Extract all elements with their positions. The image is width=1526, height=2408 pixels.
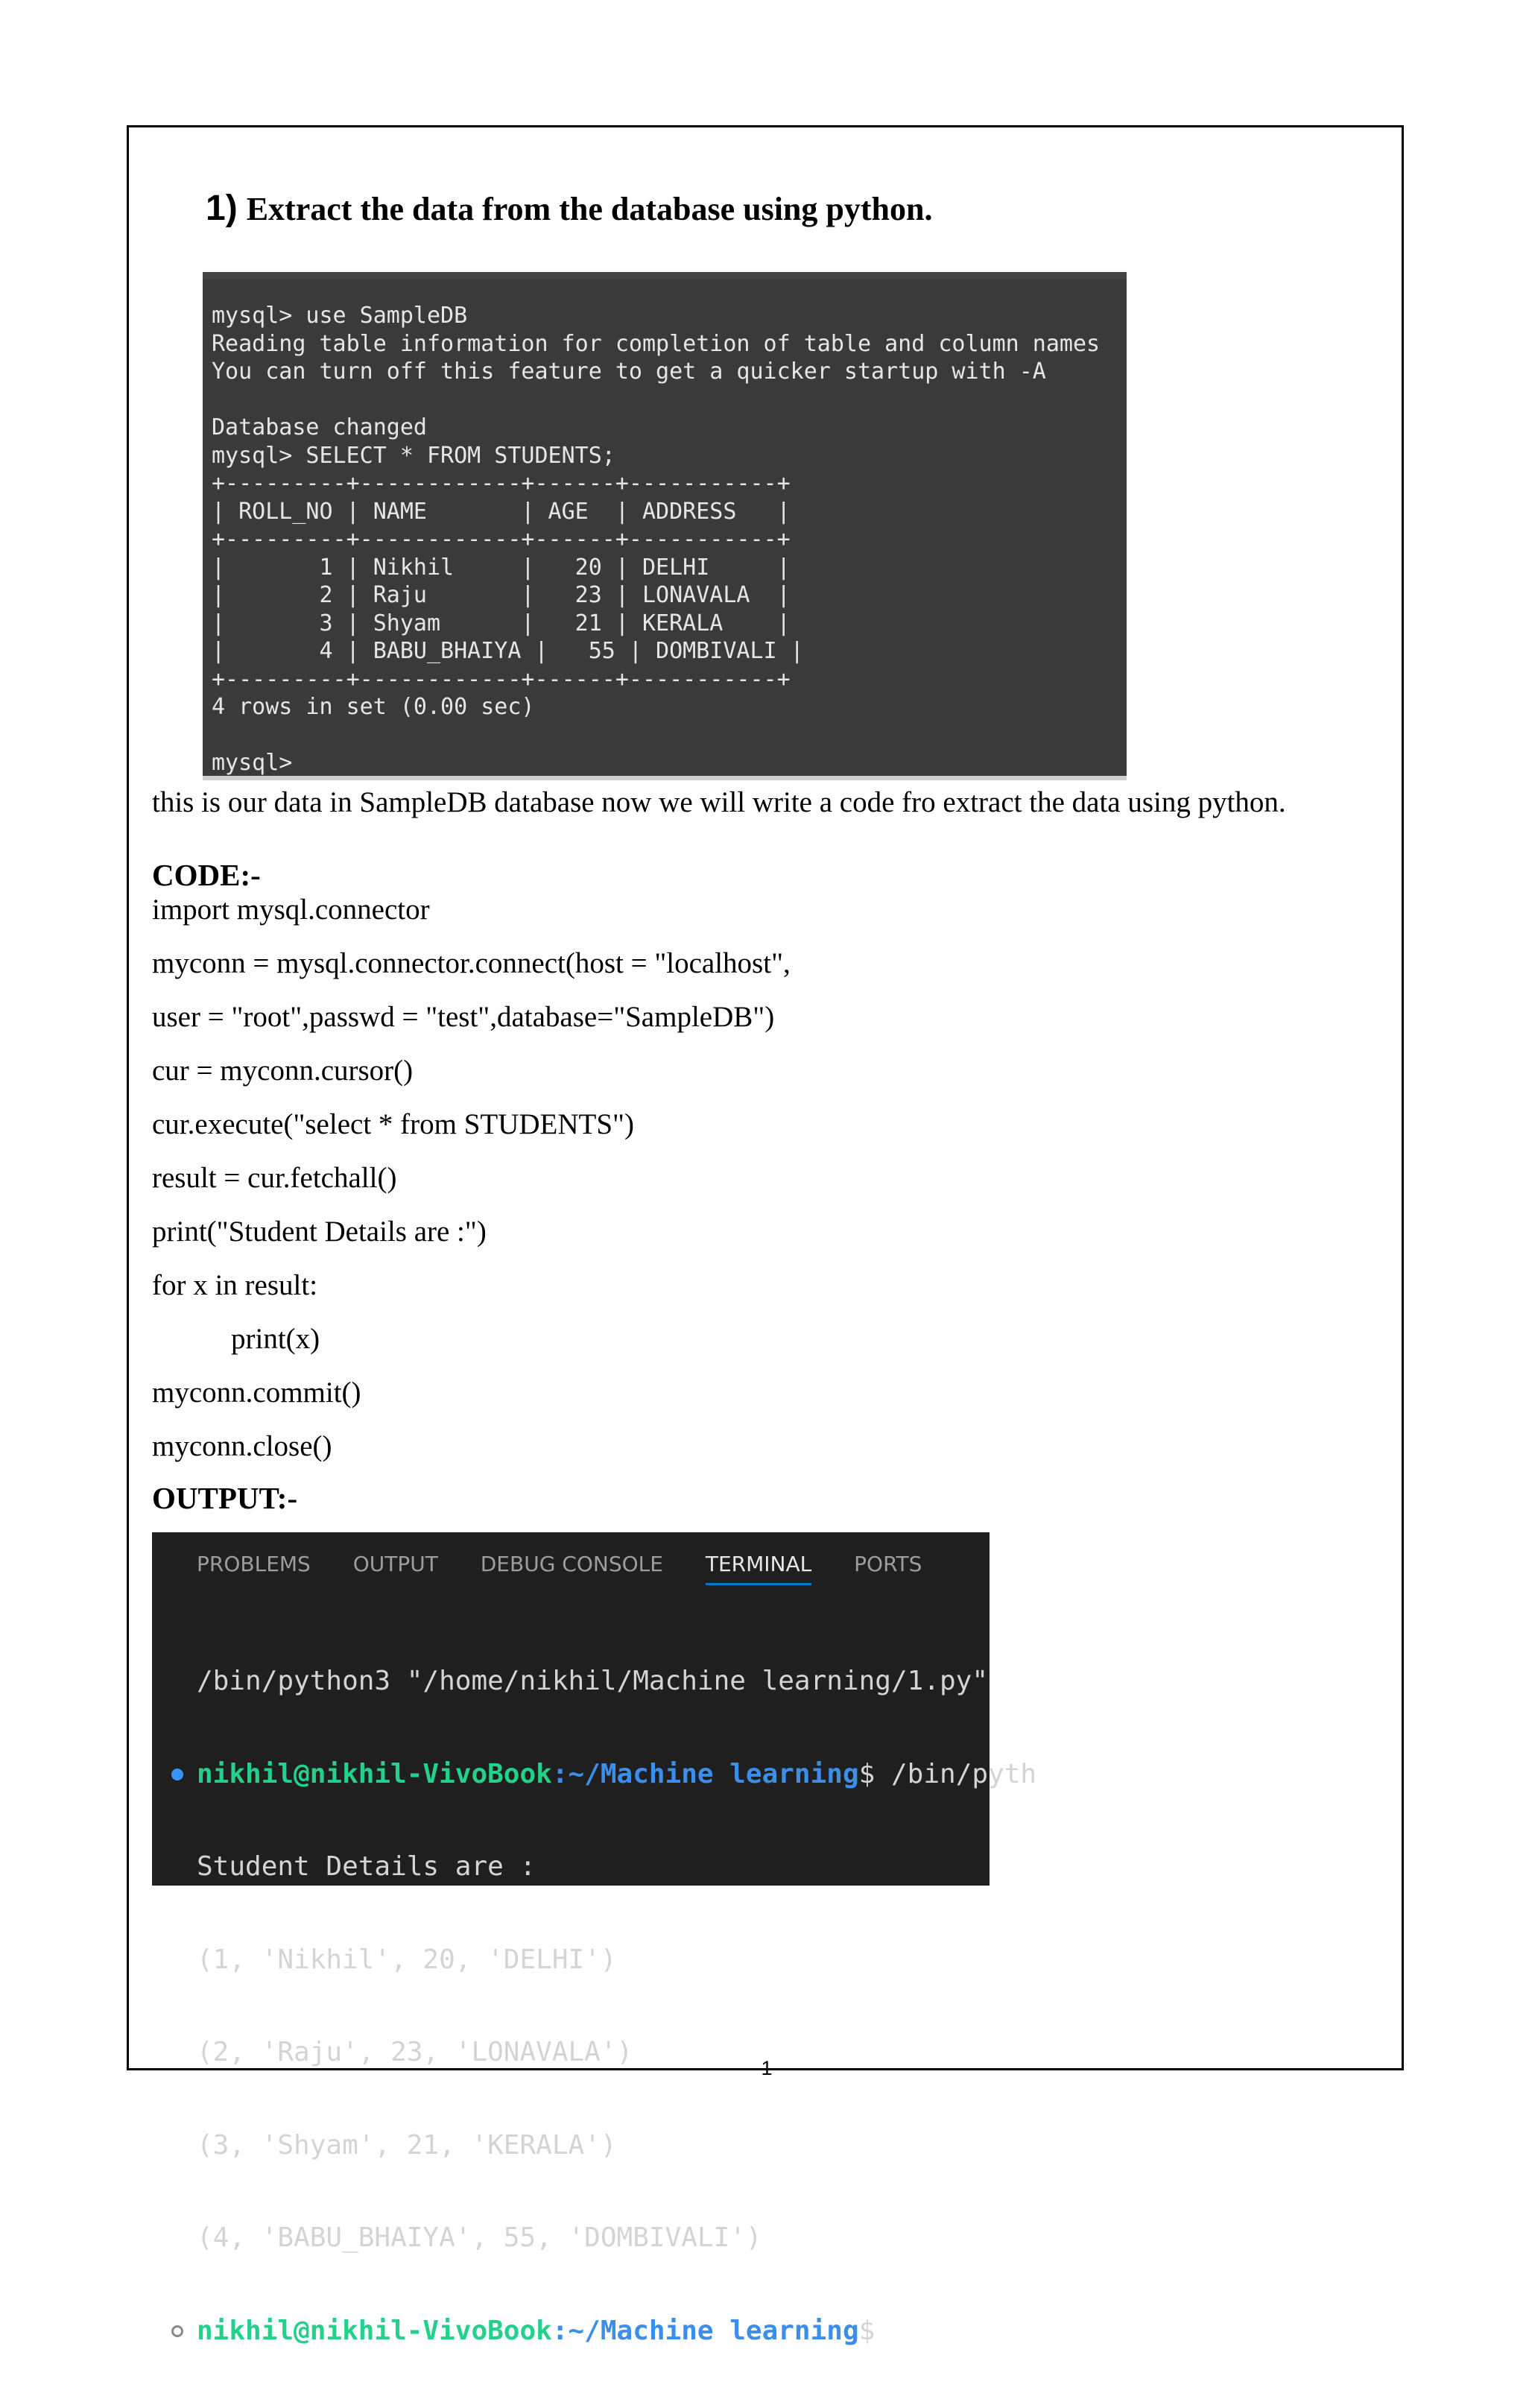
terminal-output-line: Student Details are : [197, 1851, 536, 1882]
prompt-symbol: $ [858, 1758, 876, 1789]
mysql-line: mysql> [212, 750, 293, 776]
code-line: for x in result: [152, 1269, 318, 1301]
heading-number: 1) [206, 189, 238, 228]
heading-text: Extract the data from the database using python. [246, 191, 933, 227]
mysql-line: +---------+------------+------+-----------+ [212, 526, 791, 552]
prompt-path: :~/Machine learning [551, 1758, 859, 1789]
code-line: user = "root",passwd = "test",database="SampleDB") [152, 1001, 775, 1033]
code-line: print("Student Details are :") [152, 1216, 487, 1248]
tab-output[interactable]: OUTPUT [352, 1552, 438, 1576]
code-line: myconn = mysql.connector.connect(host = "localhost", [152, 947, 791, 979]
mysql-line: mysql> SELECT * FROM STUDENTS; [212, 442, 615, 469]
code-line: import mysql.connector [152, 894, 430, 926]
prompt-symbol: $ [858, 2315, 876, 2346]
terminal-screenshot [152, 1532, 1037, 2346]
terminal-output-line: (4, 'BABU_BHAIYA', 55, 'DOMBIVALI') [197, 2222, 762, 2253]
description-paragraph: this is our data in SampleDB database now we will write a code fro extract the data using python. [152, 786, 1286, 818]
tab-problems[interactable]: PROBLEMS [197, 1552, 311, 1576]
terminal-output-line: (1, 'Nikhil', 20, 'DELHI') [197, 1944, 617, 1975]
terminal-prompt-line [197, 1759, 1036, 1790]
mysql-output [212, 302, 1100, 777]
mysql-screenshot [203, 272, 1127, 780]
code-line: result = cur.fetchall() [152, 1162, 397, 1194]
mysql-line: Database changed [212, 414, 427, 440]
tab-ports[interactable]: PORTS [854, 1552, 922, 1576]
mysql-line: 4 rows in set (0.00 sec) [212, 694, 535, 720]
terminal-command-line: /bin/python3 "/home/nikhil/Machine learning/1.py" [197, 1666, 989, 1696]
mysql-line: | ROLL_NO | NAME | AGE | ADDRESS | [212, 498, 791, 525]
page-number: 1 [761, 2057, 773, 2079]
mysql-line: +---------+------------+------+-----------+ [212, 666, 791, 692]
screenshot-top-strip [203, 272, 1127, 279]
mysql-line: Reading table information for completion of table and column names [212, 330, 1101, 357]
prompt-user: nikhil@nikhil-VivoBook [197, 1758, 552, 1789]
tab-terminal[interactable]: TERMINAL [706, 1552, 811, 1585]
prompt-status-dot-icon [171, 2325, 183, 2337]
output-label: OUTPUT:- [152, 1481, 298, 1515]
tab-debug-console[interactable]: DEBUG CONSOLE [480, 1552, 663, 1576]
code-line: cur.execute("select * from STUDENTS") [152, 1108, 634, 1140]
prompt-path: :~/Machine learning [551, 2315, 859, 2346]
section-heading [206, 188, 932, 229]
panel-tabs [197, 1552, 957, 1585]
mysql-line: You can turn off this feature to get a quicker startup with -A [212, 358, 1046, 385]
code-line: print(x) [231, 1323, 320, 1355]
code-label: CODE:- [152, 858, 261, 892]
mysql-line: mysql> use SampleDB [212, 303, 468, 329]
command-status-dot-icon [171, 1769, 183, 1780]
mysql-line: | 1 | Nikhil | 20 | DELHI | [212, 554, 791, 581]
prompt-command: /bin/pyth [875, 1758, 1037, 1789]
mysql-line: | 2 | Raju | 23 | LONAVALA | [212, 582, 791, 608]
code-line: myconn.close() [152, 1430, 332, 1462]
terminal-output-line: (3, 'Shyam', 21, 'KERALA') [197, 2129, 617, 2161]
terminal-output-line: (2, 'Raju', 23, 'LONAVALA') [197, 2037, 633, 2067]
terminal-final-prompt[interactable] [197, 2316, 1036, 2347]
mysql-line: | 3 | Shyam | 21 | KERALA | [212, 610, 791, 636]
mysql-line: +---------+------------+------+-----------+ [212, 470, 791, 496]
terminal-output [197, 1604, 1036, 2408]
code-line: cur = myconn.cursor() [152, 1055, 414, 1087]
prompt-user: nikhil@nikhil-VivoBook [197, 2315, 552, 2346]
code-line: myconn.commit() [152, 1377, 361, 1409]
mysql-line: | 4 | BABU_BHAIYA | 55 | DOMBIVALI | [212, 638, 804, 664]
